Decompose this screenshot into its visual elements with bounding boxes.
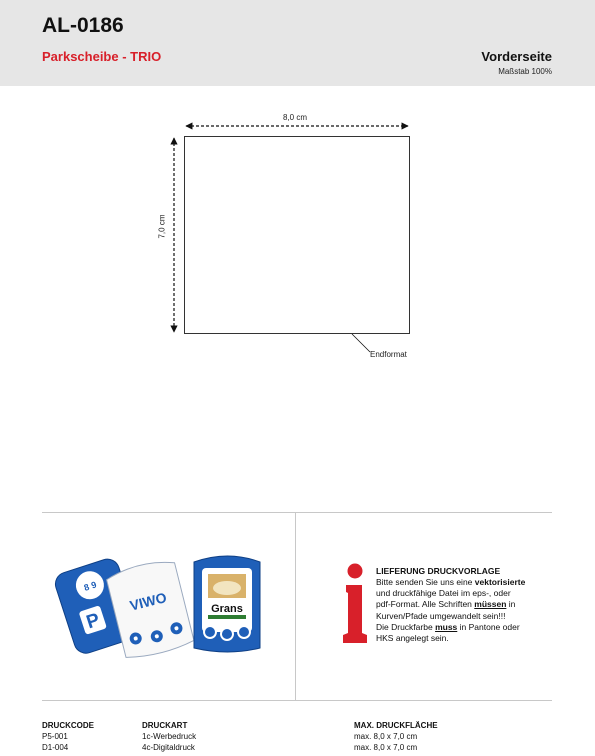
width-label: 8,0 cm [283,113,308,122]
product-label-viwo: VIWO [128,589,169,614]
col-header-druckart: DRUCKART [142,721,188,730]
col-header-druckcode: DRUCKCODE [42,721,94,730]
product-label-grans: Grans [211,603,243,615]
endformat-label: Endformat [370,350,407,359]
delivery-text-2: und druckfähige Datei im eps-, oder [376,588,511,599]
height-label: 7,0 cm [157,214,167,239]
product-name: Parkscheibe - TRIO [42,49,162,64]
delivery-text-5-end: in Pantone oder [457,621,520,632]
section-divider-middle [295,512,296,700]
delivery-text-3-end: in [506,599,516,610]
delivery-text-muss: muss [435,621,458,632]
header-bar [0,0,595,86]
section-divider-top [42,512,552,513]
delivery-text-vektorisierte: vektorisierte [474,577,526,587]
delivery-text-4: Kurven/Pfade umgewandelt sein!!! [376,610,506,621]
article-code: AL-0186 [42,14,124,37]
delivery-text-5: Die Druckfarbe [376,621,436,632]
section-divider-bottom [42,700,552,701]
delivery-title: LIEFERUNG DRUCKVORLAGE [376,566,501,576]
delivery-instructions [376,577,558,644]
endformat-leader-line [352,334,370,352]
technical-drawing [0,86,595,506]
scale-label: Maßstab 100% [498,67,552,76]
svg-text:P: P [83,609,103,634]
delivery-text-3: pdf-Format. Alle Schriften [376,599,475,610]
table-cell-type-1: 1c-Werbedruck [142,732,197,741]
table-cell-code-1: P5-001 [42,732,68,741]
table-cell-code-2: D1-004 [42,743,69,752]
endformat-box [184,136,410,334]
info-icon [340,563,370,645]
table-cell-area-1: max. 8,0 x 7,0 cm [354,732,418,741]
delivery-text-muessen: müssen [474,599,507,610]
table-cell-type-2: 4c-Digitaldruck [142,743,195,752]
svg-text:8 9: 8 9 [82,579,98,593]
delivery-text-6: HKS angelegt sein. [376,633,449,644]
delivery-text-1: Bitte senden Sie uns eine [376,577,475,587]
table-cell-area-2: max. 8,0 x 7,0 cm [354,743,418,752]
product-photo [46,548,286,658]
side-label: Vorderseite [481,49,552,64]
col-header-druckflaeche: MAX. DRUCKFLÄCHE [354,721,438,730]
